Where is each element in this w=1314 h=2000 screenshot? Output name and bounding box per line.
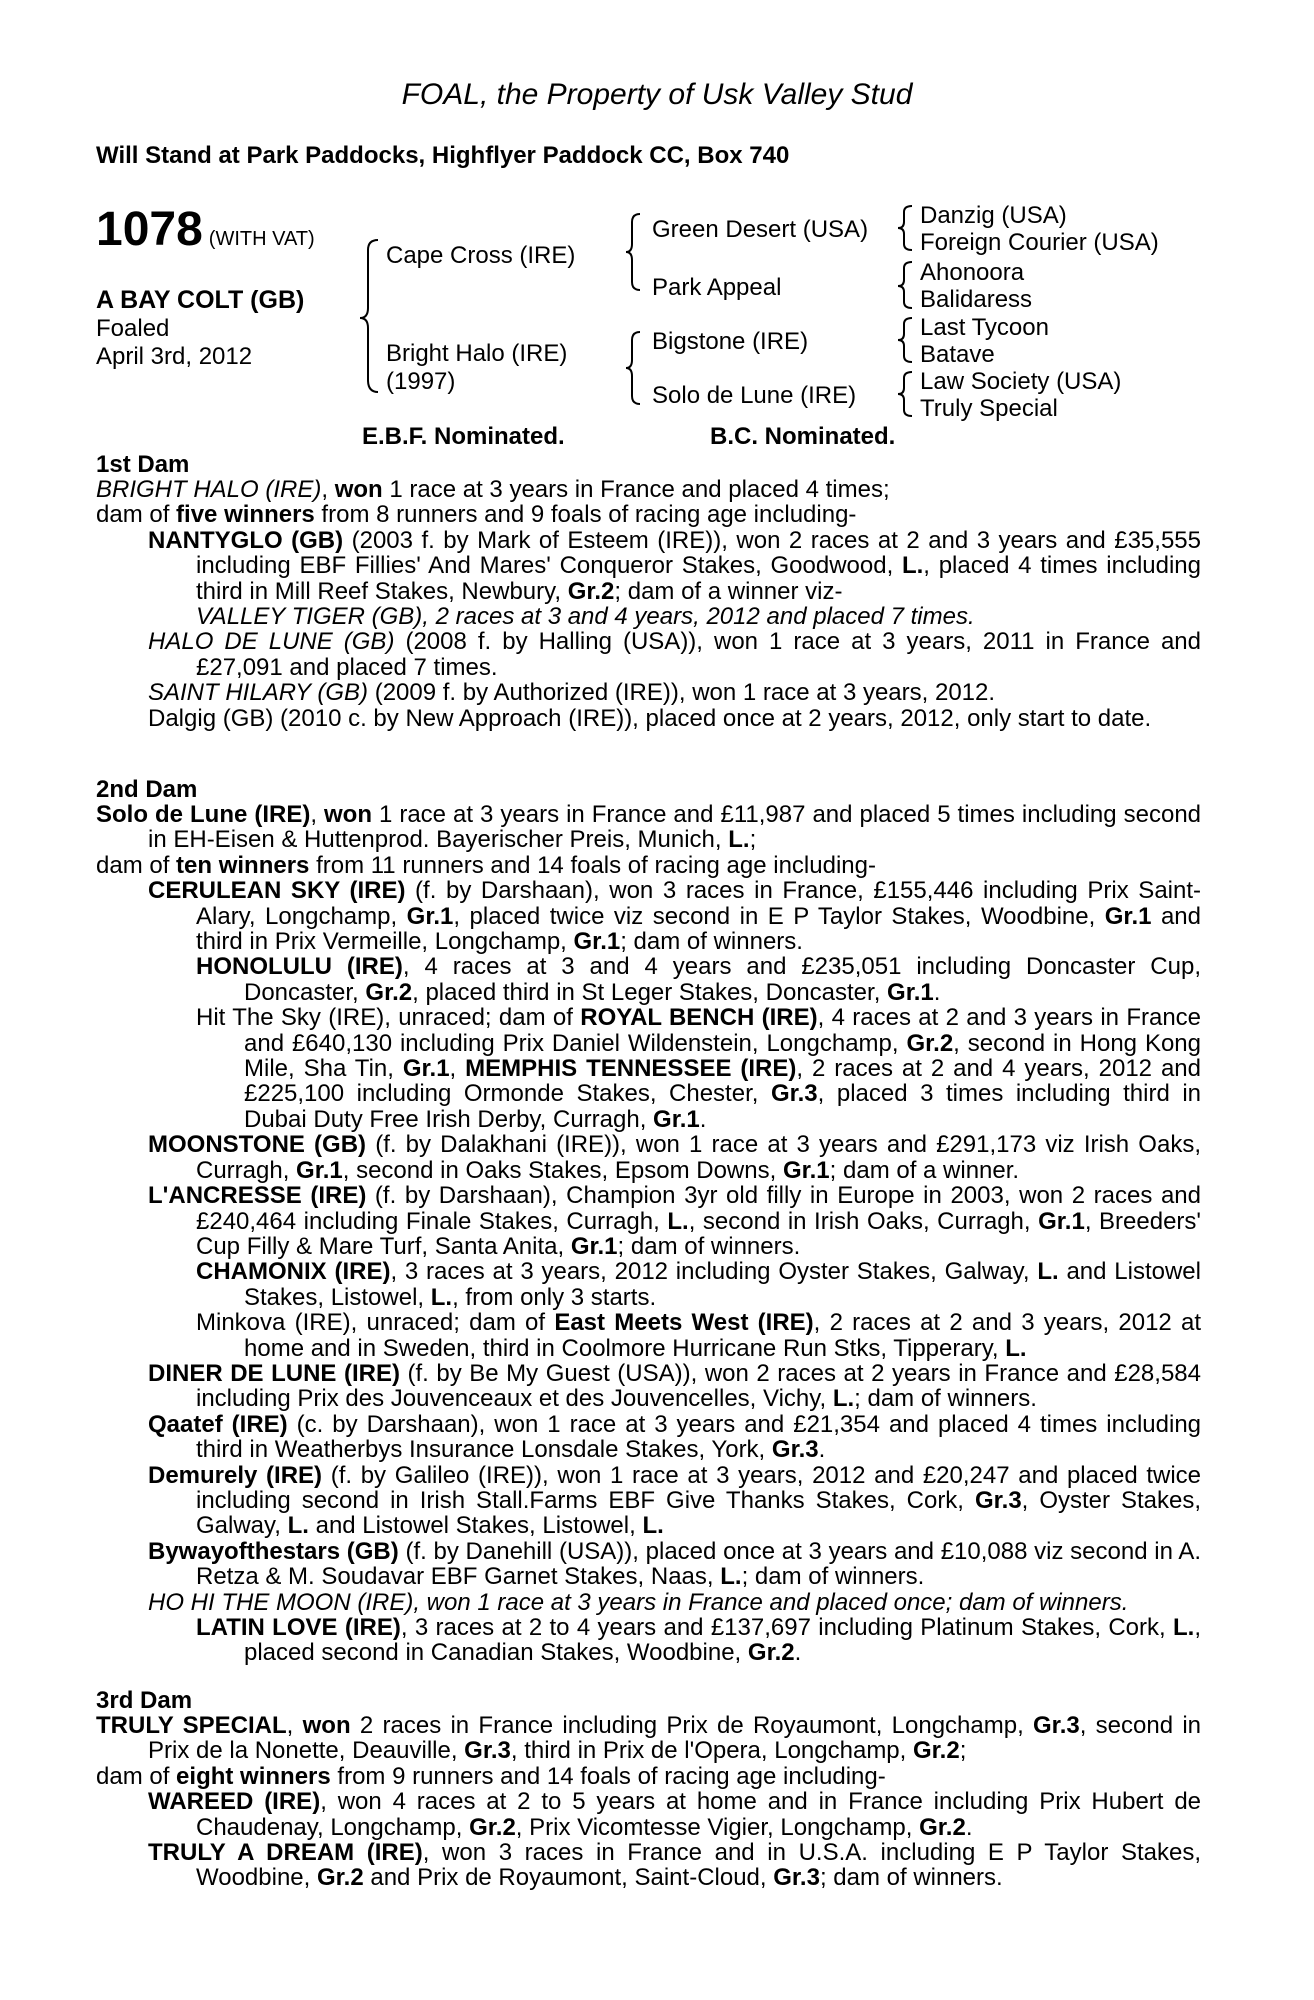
first-dam-line-2	[96, 502, 1201, 527]
grade: Gr.2	[469, 1813, 516, 1841]
text: ; dam of a winner.	[829, 1156, 1020, 1184]
grade: L.	[287, 1512, 309, 1540]
text: Hit The Sky (IRE), unraced; dam of	[196, 1004, 581, 1032]
progeny-name: Qaatef (IRE)	[148, 1410, 288, 1438]
third-dam-line-1	[96, 1713, 1201, 1764]
ggp-5: Last Tycoon	[920, 314, 1049, 341]
progeny-name: MOONSTONE (GB)	[148, 1131, 367, 1159]
text: ,	[310, 801, 324, 828]
progeny-entry	[96, 1463, 1201, 1539]
grade: Gr.1	[1104, 902, 1152, 930]
text: (f. by Danehill (USA)), placed once at 3 years and £10,088 viz second in A. Retza & M. Soudavar EBF Garnet Stakes, Naas,	[196, 1537, 1201, 1591]
text: dam of	[96, 501, 177, 529]
won-label: won	[334, 476, 383, 503]
grade: Gr.2	[919, 1813, 966, 1841]
second-dam-line-1	[96, 802, 1201, 853]
dam-name: BRIGHT HALO (IRE)	[96, 476, 322, 503]
grade: L.	[642, 1512, 664, 1540]
text: , placed twice viz second in E P Taylor Stakes, Woodbine,	[453, 902, 1105, 930]
text: and third in Prix Vermeille, Longchamp,	[196, 902, 1202, 956]
text: 1 race at 3 years in France and £11,987 and placed 5 times including second in EH-Eisen & Huttenprod. Bayerischer Preis, Munich,	[148, 801, 1202, 854]
text: from 11 runners and 14 foals of racing age including-	[309, 851, 876, 879]
won-label: won	[324, 801, 372, 828]
progeny-name: CERULEAN SKY (IRE)	[148, 877, 406, 905]
progeny-entry	[96, 1840, 1201, 1891]
text: ,	[321, 476, 335, 503]
second-dam-line-2	[96, 853, 1201, 878]
text: ; dam of winners.	[617, 1232, 801, 1260]
grade: Gr.1	[573, 928, 621, 956]
progeny-entry: VALLEY TIGER (GB), 2 races at 3 and 4 years, 2012 and placed 7 times.	[196, 603, 975, 631]
grade: Gr.2	[567, 577, 615, 605]
stand-location: Will Stand at Park Paddocks, Highflyer Paddock CC, Box 740	[96, 142, 790, 169]
progeny-name: MEMPHIS TENNESSEE (IRE)	[465, 1055, 797, 1083]
text: (f. by Dalakhani (IRE)), won 1 race at 3 years and £291,173 viz Irish Oaks, Curragh,	[196, 1131, 1201, 1184]
progeny-entry	[96, 1132, 1201, 1183]
grade: Gr.3	[771, 1436, 819, 1464]
text: ; dam of a winner viz-	[614, 577, 843, 605]
progeny-name: WAREED (IRE)	[148, 1788, 321, 1816]
bc-nominated: B.C. Nominated.	[710, 423, 896, 450]
grade: Gr.3	[464, 1737, 511, 1765]
ggp-4: Balidaress	[920, 286, 1033, 313]
text: , second in Prix de la Nonette, Deauville,	[148, 1712, 1202, 1765]
text: and Listowel Stakes, Listowel,	[308, 1512, 643, 1540]
text: dam of	[96, 1762, 177, 1790]
progeny-name: Bywayofthestars (GB)	[148, 1537, 399, 1565]
grade: Gr.1	[406, 902, 454, 930]
dam-name: Solo de Lune (IRE)	[96, 801, 311, 828]
text: 2 races in France including Prix de Royaumont, Longchamp,	[350, 1712, 1034, 1739]
progeny-entry	[96, 1789, 1201, 1840]
text: .	[965, 1813, 973, 1841]
grade: Gr.1	[1038, 1207, 1085, 1235]
grade: L.	[832, 1385, 855, 1413]
text: , second in Irish Oaks, Curragh,	[688, 1207, 1039, 1235]
text: ; dam of winners.	[854, 1385, 1037, 1413]
text: .	[699, 1105, 707, 1133]
grade: Gr.1	[887, 978, 934, 1006]
ggp-7: Law Society (USA)	[920, 368, 1122, 395]
grade: Gr.3	[773, 1864, 820, 1892]
progeny-entry	[96, 1361, 1201, 1412]
progeny-name: LATIN LOVE (IRE)	[196, 1614, 401, 1641]
grade: Gr.1	[782, 1156, 830, 1184]
text: , Oyster Stakes, Galway,	[196, 1486, 1202, 1540]
text: , placed 3 times including third in Dubai Duty Free Irish Derby, Curragh,	[244, 1080, 1202, 1133]
ebf-nominated: E.B.F. Nominated.	[362, 423, 565, 450]
second-dam-heading: 2nd Dam	[96, 776, 198, 803]
progeny-entry	[96, 1183, 1201, 1259]
text: from 8 runners and 9 foals of racing age including-	[314, 501, 857, 529]
progeny-entry	[96, 629, 1201, 680]
progeny-entry	[96, 1005, 1201, 1132]
grade: Gr.3	[770, 1080, 818, 1108]
text: , won 4 races at 2 to 5 years at home and in France including Prix Hubert de Chaudenay, Longchamp,	[196, 1788, 1202, 1841]
progeny-name: HONOLULU (IRE)	[196, 953, 403, 981]
grade: L.	[720, 1563, 742, 1591]
grade: Gr.2	[747, 1639, 795, 1667]
text: .	[933, 978, 941, 1006]
progeny-name: ROYAL BENCH (IRE)	[580, 1004, 818, 1032]
grade: Gr.2	[906, 1029, 954, 1057]
text: , placed third in St Leger Stakes, Doncaster,	[412, 978, 888, 1006]
grade: L.	[1037, 1258, 1059, 1286]
second-dam-section	[96, 761, 1201, 1666]
text: , 2 races at 2 and 4 years, 2012 and £225,100 including Ormonde Stakes, Chester,	[244, 1055, 1201, 1108]
progeny-entry	[96, 954, 1201, 1005]
progeny-entry: HO HI THE MOON (IRE), won 1 race at 3 years in France and placed once; dam of winners.	[148, 1588, 1129, 1616]
grade: L.	[1173, 1614, 1195, 1641]
text: (f. by Darshaan), won 3 races in France, £155,446 including Prix Saint-Alary, Longchamp,	[196, 877, 1202, 930]
first-dam-line-1	[96, 477, 1201, 502]
text: dam of	[96, 851, 177, 879]
text: ;	[959, 1737, 967, 1765]
text: , from only 3 starts.	[452, 1283, 657, 1311]
first-dam-section	[96, 436, 1201, 731]
text: , placed 4 times including third in Mill Reef Stakes, Newbury,	[196, 552, 1202, 605]
progeny-entry	[96, 1259, 1201, 1310]
grade: L.	[667, 1207, 689, 1235]
sire-sire: Green Desert (USA)	[652, 216, 869, 243]
ggp-6: Batave	[920, 341, 995, 368]
winners-count: ten winners	[176, 851, 310, 879]
text: , third in Prix de l'Opera, Longchamp,	[510, 1737, 913, 1765]
text: 1 race at 3 years in France and placed 4 times;	[382, 476, 890, 503]
text: , placed second in Canadian Stakes, Woodbine,	[244, 1614, 1201, 1667]
grade: Gr.2	[316, 1864, 364, 1892]
text: , second in Oaks Stakes, Epsom Downs,	[342, 1156, 783, 1184]
text: , 2 races at 2 and 3 years, 2012 at home and in Sweden, third in Coolmore Hurricane Run Stks, Tipperary,	[244, 1309, 1202, 1362]
sire-name: Cape Cross (IRE)	[386, 242, 576, 269]
text: , 4 races at 3 and 4 years and £235,051 including Doncaster Cup, Doncaster,	[244, 953, 1201, 1006]
grade: L.	[728, 826, 750, 854]
progeny-entry	[96, 1539, 1201, 1590]
grade: Gr.1	[296, 1156, 343, 1184]
lot-number: 1078	[96, 203, 203, 256]
third-dam-heading: 3rd Dam	[96, 1687, 193, 1714]
progeny-name: East Meets West (IRE)	[554, 1309, 814, 1337]
text: , 3 races at 2 to 4 years and £137,697 including Platinum Stakes, Cork,	[400, 1614, 1173, 1641]
progeny-entry: Dalgig (GB) (2010 c. by New Approach (IRE)), placed once at 2 years, 2012, only start to date.	[148, 704, 1152, 732]
ggp-2: Foreign Courier (USA)	[920, 229, 1159, 256]
text: and Listowel Stakes, Listowel,	[244, 1258, 1201, 1311]
won-label: won	[302, 1712, 351, 1739]
ggp-3: Ahonoora	[920, 259, 1025, 286]
horse-description: A BAY COLT (GB)	[96, 286, 305, 314]
grade: Gr.1	[402, 1055, 450, 1083]
progeny-entry	[96, 1412, 1201, 1463]
dam-sire: Bigstone (IRE)	[652, 328, 809, 355]
progeny-entry	[96, 878, 1201, 954]
third-dam-line-2	[96, 1764, 1201, 1789]
grade: L.	[430, 1283, 453, 1311]
text: ,	[286, 1712, 303, 1739]
ggp-1: Danzig (USA)	[920, 202, 1067, 229]
progeny-entry	[96, 680, 1201, 705]
progeny-name: SAINT HILARY (GB)	[148, 679, 369, 707]
text: , Breeders' Cup Filly & Mare Turf, Santa Anita,	[196, 1207, 1201, 1260]
grade: L.	[1005, 1334, 1027, 1362]
text: (2008 f. by Halling (USA)), won 1 race at 3 years, 2011 in France and £27,091 and placed 7 times.	[196, 628, 1201, 681]
text: .	[794, 1639, 802, 1667]
text: ,	[449, 1055, 466, 1083]
text: , won 3 races in France and in U.S.A. including E P Taylor Stakes, Woodbine,	[196, 1839, 1201, 1892]
dam-name: TRULY SPECIAL	[96, 1712, 287, 1739]
grade: Gr.2	[913, 1737, 960, 1765]
dam-name: Bright Halo (IRE)	[386, 340, 568, 367]
text: ; dam of winners.	[620, 928, 803, 956]
third-dam-section	[96, 1672, 1201, 1891]
grade: Gr.3	[1033, 1712, 1080, 1739]
text: , 3 races at 3 years, 2012 including Oyster Stakes, Galway,	[390, 1258, 1038, 1286]
text: (f. by Galileo (IRE)), won 1 race at 3 years, 2012 and £20,247 and placed twice including second in Irish Stall.Farms EBF Give Thanks Stakes, Cork,	[196, 1461, 1202, 1514]
text: ; dam of winners.	[741, 1563, 925, 1591]
text: (2009 f. by Authorized (IRE)), won 1 race at 3 years, 2012.	[368, 679, 996, 707]
progeny-entry	[96, 1310, 1201, 1361]
grade: Gr.1	[653, 1105, 700, 1133]
progeny-entry	[96, 1615, 1201, 1666]
text: Minkova (IRE), unraced; dam of	[196, 1309, 555, 1337]
text: .	[818, 1436, 826, 1464]
winners-count: eight winners	[176, 1762, 331, 1790]
text: and Prix de Royaumont, Saint-Cloud,	[363, 1864, 774, 1892]
text: ;	[749, 826, 757, 854]
text: (2003 f. by Mark of Esteem (IRE)), won 2 races at 2 and 3 years and £35,555 including EBF Fillies' And Mares' Conqueror Stakes, Goodwood,	[196, 526, 1201, 580]
vat-note: (WITH VAT)	[208, 228, 315, 250]
dam-year: (1997)	[386, 368, 456, 395]
dam-dam: Solo de Lune (IRE)	[652, 382, 857, 409]
text: from 9 runners and 14 foals of racing age including-	[330, 1762, 886, 1790]
text: , second in Hong Kong Mile, Sha Tin,	[244, 1029, 1201, 1083]
text: , 4 races at 2 and 3 years in France and £640,130 including Prix Daniel Wildenstein, Longchamp,	[244, 1004, 1202, 1057]
text: (f. by Darshaan), Champion 3yr old filly in Europe in 2003, won 2 races and £240,464 including Finale Stakes, Curragh,	[196, 1182, 1202, 1235]
ggp-8: Truly Special	[920, 395, 1058, 422]
progeny-entry	[96, 528, 1201, 604]
first-dam-heading: 1st Dam	[96, 451, 190, 478]
grade: L.	[901, 552, 924, 580]
winners-count: five winners	[176, 501, 315, 529]
page-title: FOAL, the Property of Usk Valley Stud	[401, 78, 913, 111]
grade: Gr.1	[570, 1232, 618, 1260]
progeny-name: CHAMONIX (IRE)	[196, 1258, 391, 1286]
progeny-name: HALO DE LUNE (GB)	[148, 628, 395, 656]
grade: Gr.3	[974, 1486, 1022, 1514]
text: (c. by Darshaan), won 1 race at 3 years and £21,354 and placed 4 times including third in Weatherbys Insurance Lonsdale Stakes, York,	[196, 1410, 1202, 1464]
progeny-name: L'ANCRESSE (IRE)	[148, 1182, 367, 1210]
progeny-name: NANTYGLO (GB)	[148, 526, 344, 554]
text: (f. by Be My Guest (USA)), won 2 races at 2 years in France and £28,584 including Prix des Jouvenceaux et des Jouvencelles, Vichy,	[196, 1359, 1201, 1413]
progeny-name: DINER DE LUNE (IRE)	[148, 1359, 400, 1387]
foaled-label: Foaled	[96, 315, 170, 342]
progeny-name: Demurely (IRE)	[148, 1461, 323, 1489]
sire-dam: Park Appeal	[652, 274, 782, 301]
text: , Prix Vicomtesse Vigier, Longchamp,	[515, 1813, 920, 1841]
grade: Gr.2	[365, 978, 413, 1006]
text: ; dam of winners.	[819, 1864, 1003, 1892]
foaled-date: April 3rd, 2012	[96, 343, 253, 370]
progeny-name: TRULY A DREAM (IRE)	[148, 1839, 423, 1867]
